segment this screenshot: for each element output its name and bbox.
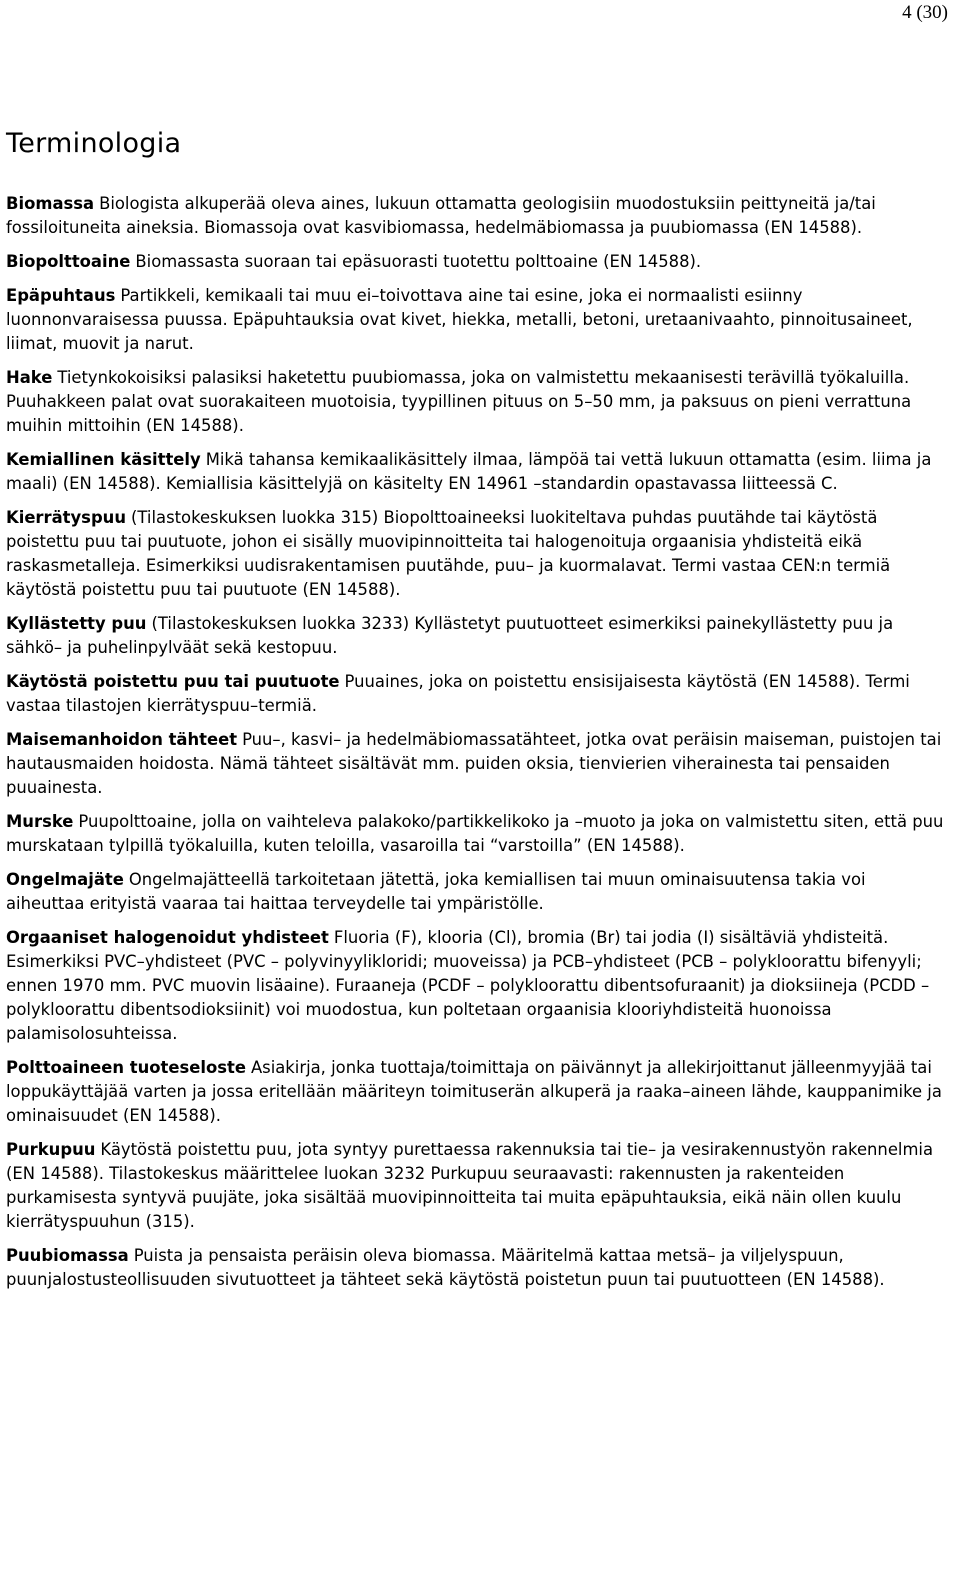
term-entry-murske <box>6 810 946 858</box>
page-title: Terminologia <box>6 128 182 159</box>
term-label: Biopolttoaine <box>6 252 131 271</box>
term-definition: Mikä tahansa kemikaalikäsittely ilmaa, lämpöä tai vettä lukuun ottamatta (esim. liima ja maali) (EN 14588). Kemiallisia käsittelyjä on käsitelty EN 14961 –standardin opastavassa liitteessä C. <box>6 450 932 493</box>
term-label: Puubiomassa <box>6 1246 129 1265</box>
term-entry-maisemanhoidon-tahteet <box>6 728 946 800</box>
term-entry-biomassa <box>6 192 946 240</box>
term-definition: Puuaines, joka on poistettu ensisijaisesta käytöstä (EN 14588). Termi vastaa tilastojen kierrätyspuu–termiä. <box>6 672 910 715</box>
term-label: Biomassa <box>6 194 95 213</box>
term-entry-purkupuu <box>6 1138 946 1234</box>
term-definition: Biologista alkuperää oleva aines, lukuun ottamatta geologisiin muodostuksiin peittyneitä ja/tai fossiloituneita aineksia. Biomassoja ovat kasvibiomassa, hedelmäbiomassa ja puubiomassa (EN 14588). <box>6 194 876 237</box>
term-entry-ongelmajate <box>6 868 946 916</box>
term-entry-hake <box>6 366 946 438</box>
term-definition: Puista ja pensaista peräisin oleva biomassa. Määritelmä kattaa metsä– ja viljelyspuun, puunjalostusteollisuuden sivutuotteet ja tähteet sekä käytöstä poistetun puun tai puutuotteen (EN 14588). <box>6 1246 885 1289</box>
term-entry-kierratyspuu <box>6 506 946 602</box>
term-label: Polttoaineen tuoteseloste <box>6 1058 246 1077</box>
term-entry-polttoaineen-tuoteseloste <box>6 1056 946 1128</box>
term-label: Epäpuhtaus <box>6 286 116 305</box>
term-definition: Puu–, kasvi– ja hedelmäbiomassatähteet, jotka ovat peräisin maiseman, puistojen tai hautausmaiden hoidosta. Nämä tähteet sisältävät mm. puiden oksia, tienvierien viherainesta tai pensaiden puuainesta. <box>6 730 942 797</box>
term-entry-puubiomassa <box>6 1244 946 1292</box>
term-entry-biopolttoaine <box>6 250 946 274</box>
term-definition: Puupolttoaine, jolla on vaihteleva palakoko/partikkelikoko ja –muoto ja joka on valmistettu siten, että puu murskataan tylpillä työkaluilla, kuten teloilla, vasaroilla tai “varstoilla” (EN 14588). <box>6 812 944 855</box>
term-definition: Käytöstä poistettu puu, jota syntyy purettaessa rakennuksia tai tie– ja vesirakennustyön rakennelmia (EN 14588). Tilastokeskus määrittelee luokan 3232 Purkupuu seuraavasti: rakennusten ja rakenteiden purkamisesta syntyvä puujäte, joka sisältää muovipinnoitteita tai muita epäpuhtauksia, eikä näin ollen kuulu kierrätyspuuhun (315). <box>6 1140 934 1231</box>
term-label: Ongelmajäte <box>6 870 124 889</box>
term-label: Purkupuu <box>6 1140 96 1159</box>
term-label: Hake <box>6 368 53 387</box>
term-entry-kemiallinen-kasittely <box>6 448 946 496</box>
term-definition: (Tilastokeskuksen luokka 3233) Kyllästetyt puutuotteet esimerkiksi painekyllästetty puu ja sähkö– ja puhelinpylväät sekä kestopuu. <box>6 614 894 657</box>
term-label: Kierrätyspuu <box>6 508 127 527</box>
term-definition: Ongelmajätteellä tarkoitetaan jätettä, joka kemiallisen tai muun ominaisuutensa takia voi aiheuttaa erityistä vaaraa tai haittaa terveydelle tai ympäristölle. <box>6 870 866 913</box>
term-definition: Asiakirja, jonka tuottaja/toimittaja on päivännyt ja allekirjoittanut jälleenmyyjää tai loppukäyttäjää varten ja jossa eritellään määriteyn toimituserän alkuperä ja raaka–aineen lähde, kauppanimike ja ominaisuudet (EN 14588). <box>6 1058 942 1125</box>
term-label: Orgaaniset halogenoidut yhdisteet <box>6 928 329 947</box>
term-label: Murske <box>6 812 74 831</box>
term-definition: (Tilastokeskuksen luokka 315) Biopolttoaineeksi luokiteltava puhdas puutähde tai käytöstä poistettu puu tai puutuote, johon ei sisälly muovipinnoitteita tai halogenoituja orgaanisia yhdisteitä eikä raskasmetalleja. Esimerkiksi uudisrakentamisen puutähde, puu– ja kuormalavat. Termi vastaa CEN:n termiä käytöstä poistettu puu tai puutuote (EN 14588). <box>6 508 891 599</box>
term-definition: Partikkeli, kemikaali tai muu ei–toivottava aine tai esine, joka ei normaalisti esiinny luonnonvaraisessa puussa. Epäpuhtauksia ovat kivet, hiekka, metalli, betoni, uretaanivaahto, pinnoitusaineet, liimat, muovit ja narut. <box>6 286 913 353</box>
term-entry-epapuhtaus <box>6 284 946 356</box>
term-label: Käytöstä poistettu puu tai puutuote <box>6 672 340 691</box>
term-definition: Tietynkokoisiksi palasiksi haketettu puubiomassa, joka on valmistettu mekaanisesti terävillä työkaluilla. Puuhakkeen palat ovat suorakaiteen muotoisia, tyypillinen pituus on 5–50 mm, ja paksuus on pieni verrattuna muihin mittoihin (EN 14588). <box>6 368 912 435</box>
term-entry-kyllastetty-puu <box>6 612 946 660</box>
term-definition: Fluoria (F), klooria (Cl), bromia (Br) tai jodia (I) sisältäviä yhdisteitä. Esimerkiksi PVC–yhdisteet (PVC – polyvinyylikloridi; muoveissa) ja PCB–yhdisteet (PCB – polykloorattu bifenyyli; ennen 1970 mm. PVC muovin lisäaine). Furaaneja (PCDF – polykloorattu dibentsofuraanit) ja dioksiineja (PCDD – polykloorattu dibentsodioksiinit) voi muodostua, kun poltetaan orgaanisia klooriyhdisteitä huonoissa palamisolosuhteissa. <box>6 928 930 1043</box>
page-number: 4 (30) <box>902 2 948 23</box>
term-label: Maisemanhoidon tähteet <box>6 730 238 749</box>
term-label: Kyllästetty puu <box>6 614 147 633</box>
term-entry-kaytosta-poistettu-puu <box>6 670 946 718</box>
term-label: Kemiallinen käsittely <box>6 450 201 469</box>
term-entry-orgaaniset-halogenoidut-yhdisteet <box>6 926 946 1046</box>
terms-list <box>6 192 946 1302</box>
term-definition: Biomassasta suoraan tai epäsuorasti tuotettu polttoaine (EN 14588). <box>135 252 702 271</box>
